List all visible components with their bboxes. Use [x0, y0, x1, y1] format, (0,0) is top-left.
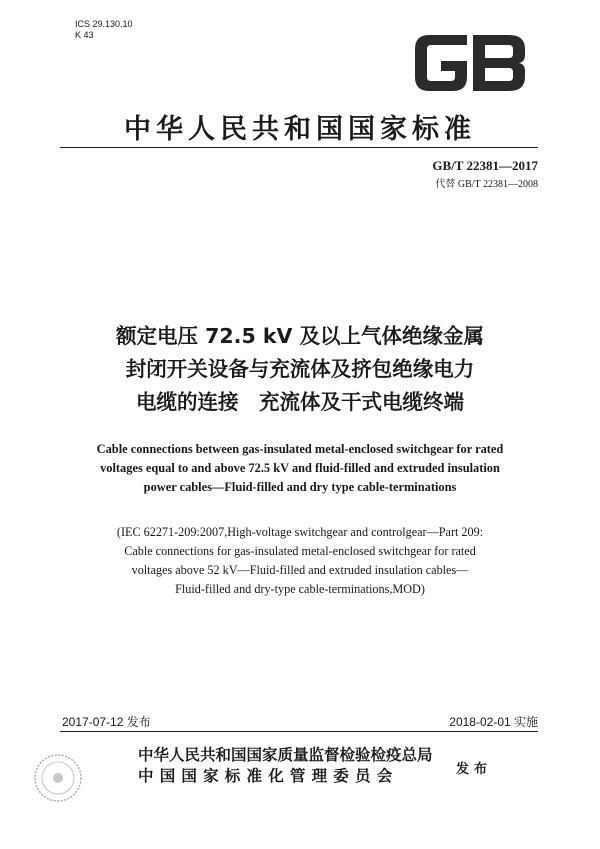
chinese-title-line: 额定电压 72.5 kV 及以上气体绝缘金属 — [116, 324, 484, 348]
standard-code — [432, 158, 538, 190]
implement-date: 2018-02-01 实施 — [449, 715, 538, 729]
classification-codes — [75, 19, 133, 41]
stamp-seal-icon — [32, 752, 84, 804]
iec-reference-line: Cable connections for gas-insulated metal-enclosed switchgear for rated — [124, 544, 476, 558]
iec-reference-line: (IEC 62271-209:2007,High-voltage switchgear and controlgear—Part 209: — [116, 525, 484, 539]
english-title-line: Cable connections between gas-insulated metal-enclosed switchgear for rated — [96, 442, 504, 456]
iec-reference-line: Fluid-filled and dry-type cable-terminations,MOD) — [175, 582, 425, 596]
iec-reference-line: voltages above 52 kV—Fluid-filled and extruded insulation cables— — [131, 563, 469, 577]
issuer-aqsiq: 中华人民共和国国家质量监督检验检疫总局 — [138, 746, 433, 764]
ccs-code: K 43 — [75, 30, 94, 40]
bottom-divider — [60, 731, 538, 732]
issuer-sac: 中国国家标准化管理委员会 — [138, 767, 399, 785]
chinese-title — [30, 320, 570, 419]
english-title — [30, 440, 570, 497]
english-title-line: voltages equal to and above 72.5 kV and fluid-filled and extruded insulation — [100, 461, 500, 475]
gb-logo-icon — [409, 27, 531, 99]
top-divider — [60, 147, 538, 148]
standard-number: GB/T 22381—2017 — [432, 158, 538, 173]
english-title-line: power cables—Fluid-filled and dry type cable-terminations — [143, 480, 457, 494]
standard-title: 中华人民共和国国家标准 — [124, 114, 476, 145]
issuing-authorities — [138, 745, 433, 787]
chinese-title-line: 封闭开关设备与充流体及挤包绝缘电力 — [125, 357, 475, 381]
replaces-standard: 代替 GB/T 22381—2008 — [435, 179, 538, 190]
ics-code: ICS 29.130.10 — [75, 19, 133, 29]
release-label: 发布 — [456, 762, 493, 777]
publish-date: 2017-07-12 发布 — [62, 715, 151, 729]
chinese-title-line: 电缆的连接 充流体及干式电缆终端 — [136, 390, 464, 414]
iec-reference — [30, 523, 570, 599]
